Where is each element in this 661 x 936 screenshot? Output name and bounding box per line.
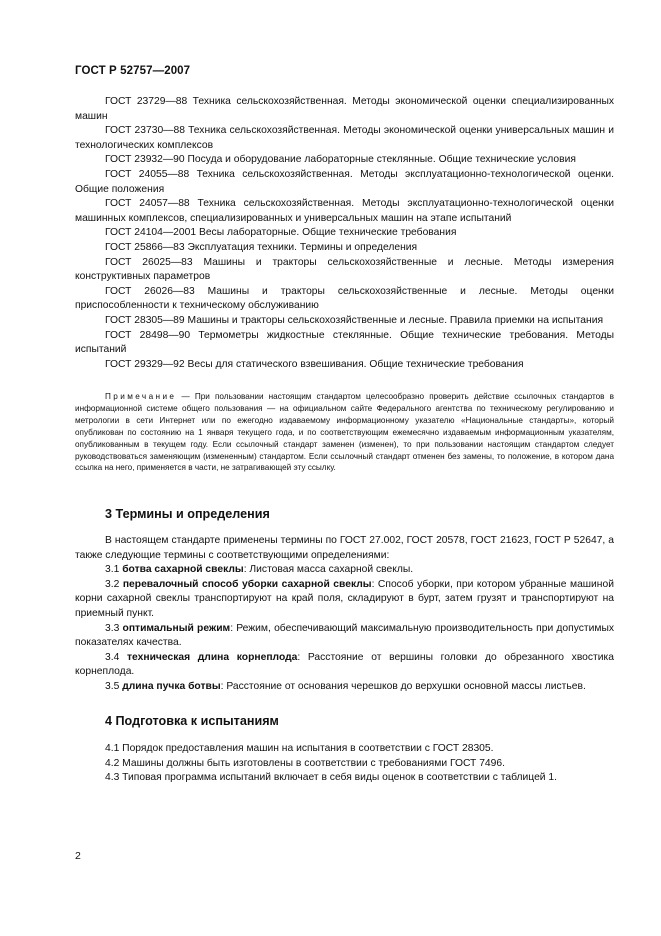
section-4-title: 4 Подготовка к испытаниям — [105, 714, 279, 728]
reference-item: ГОСТ 23730—88 Техника сельскохозяйственная. Методы экономической оценки универсальных машин и технологических комплексов — [75, 125, 614, 151]
term-number: 3.2 — [105, 578, 123, 590]
term-name: ботва сахарной свеклы — [122, 564, 244, 576]
clause-item: 4.2 Машины должны быть изготовлены в соответствии с требованиями ГОСТ 7496. — [105, 757, 505, 769]
reference-item: ГОСТ 23729—88 Техника сельскохозяйственная. Методы экономической оценки специализированных машин — [75, 96, 614, 122]
section-3-title: 3 Термины и определения — [105, 507, 270, 521]
note-label: Примечание — [105, 392, 177, 401]
reference-item: ГОСТ 23932—90 Посуда и оборудование лабораторные стеклянные. Общие технические условия — [105, 154, 576, 166]
reference-item: ГОСТ 24057—88 Техника сельскохозяйственная. Методы эксплуатационно-технологической оценки машинных комплексов, специализированных и универсальных машин на этапе испытаний — [75, 198, 614, 224]
term-number: 3.5 — [105, 680, 123, 692]
term-text: : Режим, обеспечивающий максимальную производительность при допустимых показателях качества. — [75, 622, 614, 649]
term-text: : Способ уборки, при котором убранные машиной корни сахарной свеклы транспортируют на край поля, складируют в бурт, затем грузят и транспортируют на приемный пункт. — [75, 578, 614, 619]
normative-references — [75, 95, 614, 372]
term-name: длина пучка ботвы — [122, 680, 221, 692]
term-text: : Листовая масса сахарной свеклы. — [243, 564, 414, 576]
term-definition — [75, 622, 614, 651]
term-definition — [75, 563, 614, 578]
reference-item: ГОСТ 24104—2001 Весы лабораторные. Общие технические требования — [105, 227, 457, 239]
term-definition — [75, 651, 614, 680]
clause-item: 4.1 Порядок предоставления машин на испытания в соответствии с ГОСТ 28305. — [105, 743, 494, 754]
term-name: техническая длина корнеплода — [127, 651, 298, 663]
term-text: : Расстояние от вершины головки до обрезанного хвостика корнеплода. — [75, 651, 614, 678]
term-definition — [75, 578, 614, 622]
reference-item: ГОСТ 28305—89 Машины и тракторы сельскохозяйственные и лесные. Правила приемки на испытания — [105, 314, 604, 326]
reference-item: ГОСТ 28498—90 Термометры жидкостные стеклянные. Общие технические требования. Методы испытаний — [75, 329, 614, 356]
section-4-body — [75, 742, 614, 786]
note-text: — При пользовании настоящим стандартом целесообразно проверить действие ссылочных стандартов в информационной системе общего пользования — на официальном сайте Федерального агентства по техническому регулированию и метрологии в сети Интернет или по ежегодно издаваемому информационному указателю «Национальные стандарты», который опубликован по состоянию на 1 января текущего года, и по соответствующим ежемесячно издаваемым информационным указателям, опубликованным в текущем году. Если ссылочный стандарт заменен (изменен), то при пользовании настоящим стандартом следует руководствоваться заменяющим (измененным) стандартом. Если ссылочный стандарт отменен без замены, то положение, в котором дана ссылка на него, применяется в части, не затрагивающей эту ссылку. — [75, 392, 614, 473]
reference-item: ГОСТ 29329—92 Весы для статического взвешивания. Общие технические требования — [105, 358, 524, 370]
reference-item: ГОСТ 26025—83 Машины и тракторы сельскохозяйственные и лесные. Методы измерения конструктивных параметров — [75, 256, 614, 283]
section-3-intro: В настоящем стандарте применены термины по ГОСТ 27.002, ГОСТ 20578, ГОСТ 21623, ГОСТ Р 52647, а также следующие термины с соответствующими определениями: — [75, 535, 614, 561]
reference-item: ГОСТ 25866—83 Эксплуатация техники. Термины и определения — [105, 241, 418, 253]
reference-item: ГОСТ 26026—83 Машины и тракторы сельскохозяйственные и лесные. Методы оценки приспособленности к техническому обслуживанию — [75, 285, 614, 312]
section-3-body — [75, 534, 614, 695]
clause-item: 4.3 Типовая программа испытаний включает в себя виды оценок в соответствии с таблицей 1. — [105, 772, 557, 784]
note-paragraph — [75, 391, 614, 474]
reference-item: ГОСТ 24055—88 Техника сельскохозяйственная. Методы эксплуатационно-технологической оценки. Общие положения — [75, 168, 614, 195]
term-name: перевалочный способ уборки сахарной свеклы — [122, 578, 372, 590]
term-number: 3.1 — [105, 564, 123, 576]
term-definition — [75, 680, 614, 695]
term-number: 3.3 — [105, 622, 123, 634]
term-text: : Расстояние от основания черешков до верхушки основной массы листьев. — [220, 680, 586, 692]
document-header: ГОСТ Р 52757—2007 — [75, 65, 191, 77]
page-number: 2 — [75, 850, 81, 862]
term-name: оптимальный режим — [122, 622, 231, 634]
term-number: 3.4 — [105, 651, 127, 663]
